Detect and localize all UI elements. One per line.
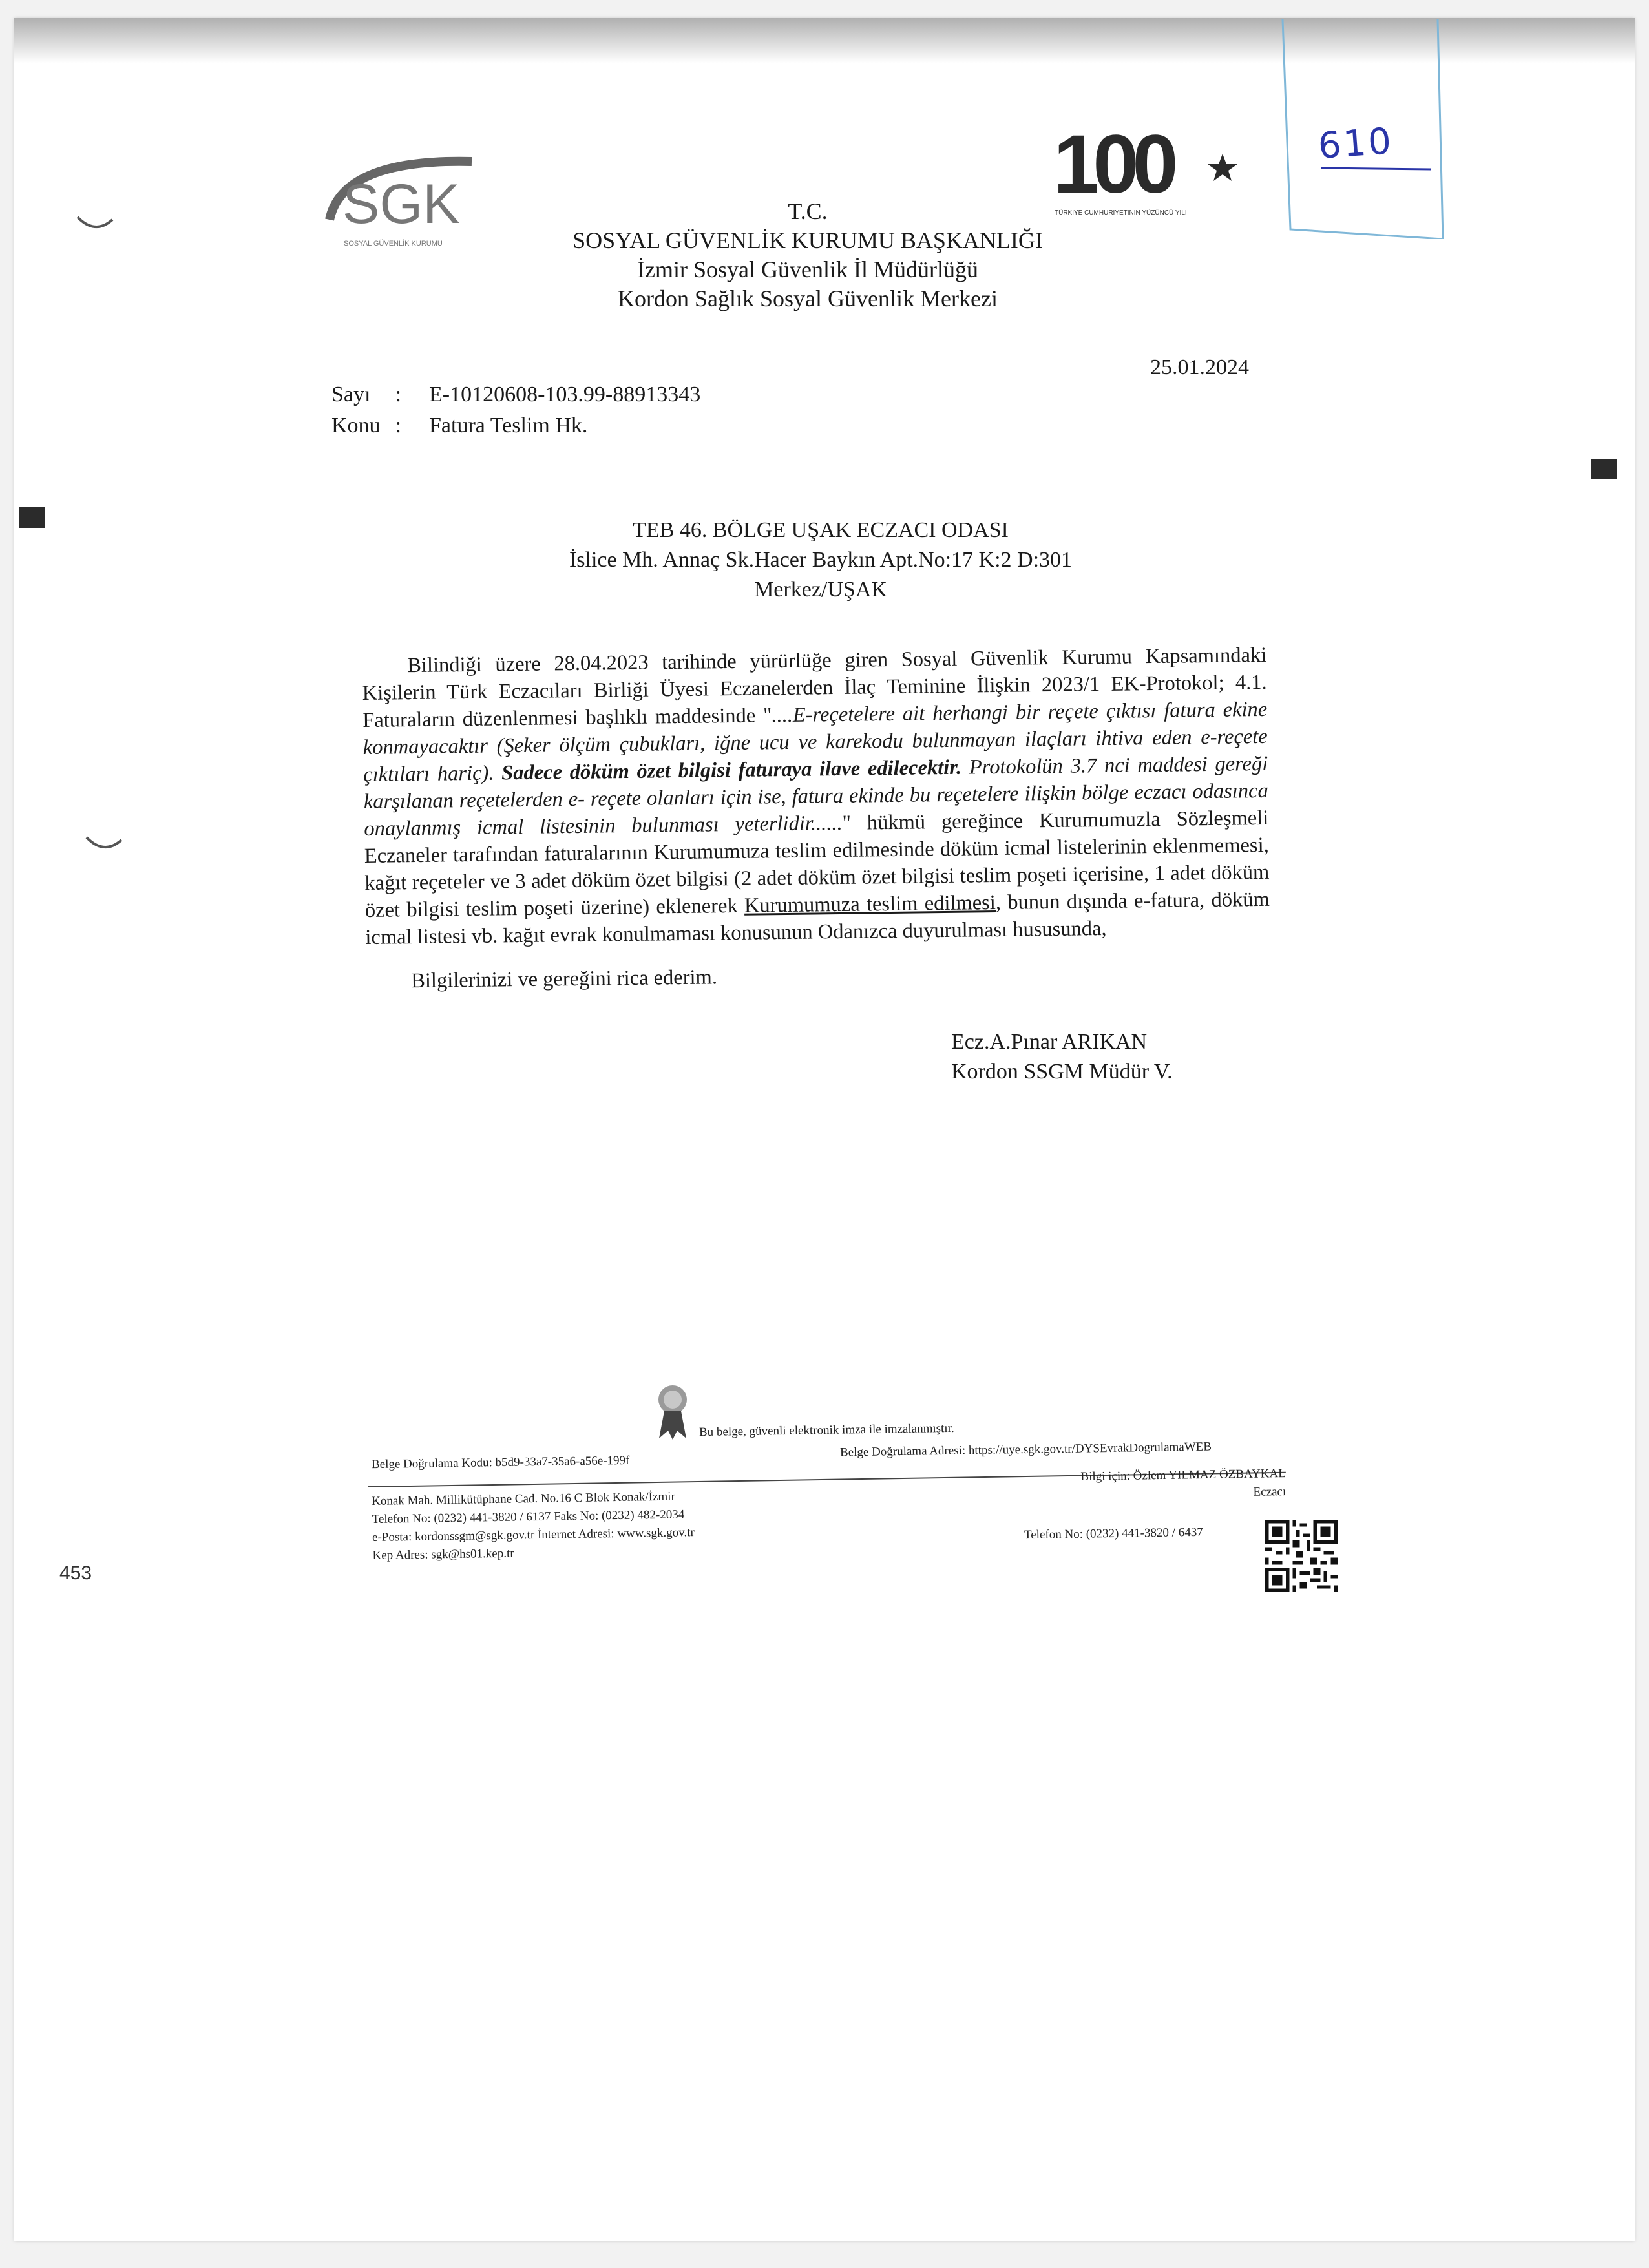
punch-hole-icon (76, 213, 114, 234)
header-center: Kordon Sağlık Sosyal Güvenlik Merkezi (618, 286, 998, 311)
e-signature-note: Bu belge, güvenli elektronik imza ile imzalanmıştır. (698, 1421, 954, 1440)
sayi-value: E-10120608-103.99-88913343 (429, 383, 701, 406)
sayi-label: Sayı (331, 383, 371, 406)
verification-address: Belge Doğrulama Adresi: https://uye.sgk.gov.tr/DYSEvrakDogrulamaWEB (839, 1440, 1212, 1460)
body-paragraph (362, 642, 1270, 951)
footer-kep: Kep Adres: sgk@hs01.kep.tr (372, 1546, 514, 1562)
body-quote-bold: Sadece döküm özet bilgisi faturaya ilave edilecektir. (501, 755, 962, 785)
sayi-konu-block (331, 379, 700, 441)
contact-block (372, 1487, 695, 1565)
body-quote-italic-2: Protokolün 3.7 nci maddesi gereği karşılanan reçetelerden e- reçete olanları için ise, fatura ekinde bu reçetelere ilişkin bölge eczacı odasınca onaylanmış icmal listesinin bulunması yeterlidir...... (363, 751, 1268, 841)
signature-block (951, 1027, 1173, 1087)
scan-edge-mark (19, 507, 45, 528)
recipient-address: İslice Mh. Annaç Sk.Hacer Baykın Apt.No:17 K:2 D:301 (569, 548, 1073, 572)
info-role: Eczacı (1253, 1485, 1287, 1499)
handwritten-number: 610 (1316, 120, 1395, 167)
closing-sentence: Bilgilerinizi ve gereğini rica ederim. (410, 965, 718, 993)
footer-email-web: e-Posta: kordonssgm@sgk.gov.tr İnternet Adresi: www.sgk.gov.tr (372, 1526, 695, 1544)
verification-code: Belge Doğrulama Kodu: b5d9-33a7-35a6-a56e-199f (371, 1453, 630, 1472)
konu-separator: : (395, 414, 401, 437)
body-underlined-text: Kurumumuza teslim edilmesi (744, 891, 996, 918)
info-contact-block (1040, 1465, 1287, 1505)
letter-body (362, 642, 1270, 995)
signer-title: Kordon SSGM Müdür V. (951, 1060, 1173, 1084)
letterhead (452, 197, 1163, 313)
sayi-separator: : (395, 383, 401, 406)
qr-code-icon (1265, 1520, 1338, 1592)
footer-phone-fax: Telefon No: (0232) 441-3820 / 6137 Faks No: (0232) 482-2034 (372, 1507, 685, 1526)
body-text-intro: Bilindiği üzere 28.04.2023 tarihinde yürürlüğe giren Sosyal Güvenlik Kurumu Kapsamındaki Kişilerin Türk Eczacıları Birliği Üyesi Eczanelerden İlaç Teminine İlişkin 2023/1 EK-Protokol; 4.1. Faturaların düzenlenmesi başlıklı maddesinde " (362, 643, 1267, 732)
sgk-logo-text: SGK (342, 173, 460, 235)
body-quote-italic: ....E-reçetelere ait herhangi bir reçete çıktısı fatura ekine konmayacaktır (Şeker ölçüm çubukları, iğne ucu ve karekodu bulunmayan ilaçları ihtiva eden e-reçete çıktıları hariç). (362, 697, 1268, 786)
centenary-logo-subtext: TÜRKİYE CUMHURİYETİNİN YÜZÜNCÜ YILI (1055, 209, 1187, 216)
recipient-block (498, 516, 1144, 605)
header-tc: T.C. (788, 198, 828, 224)
punch-hole-icon (85, 834, 123, 854)
e-signature-seal-icon (653, 1383, 693, 1441)
konu-label: Konu (331, 414, 381, 437)
star-icon (1208, 154, 1237, 181)
header-directorate: İzmir Sosyal Güvenlik İl Müdürlüğü (637, 257, 978, 282)
konu-value: Fatura Teslim Hk. (429, 414, 588, 437)
page-number: 453 (59, 1562, 92, 1584)
footer-address: Konak Mah. Millikütüphane Cad. No.16 C Blok Konak/İzmir (372, 1489, 675, 1508)
info-contact: Bilgi için: Özlem YILMAZ ÖZBAYKAL (1080, 1467, 1286, 1484)
sgk-logo-subtext: SOSYAL GÜVENLİK KURUMU (344, 240, 443, 247)
signer-name: Ecz.A.Pınar ARIKAN (951, 1030, 1148, 1054)
body-text-main: " hükmü gereğince Kurumumuzla Sözleşmeli Eczaneler tarafından faturalarının Kurumumuza teslim edilmesinde döküm icmal listelerinin eklenmemesi, kağıt reçeteler ve 3 adet döküm özet bilgisi (2 adet döküm özet bilgisi teslim poşeti içerisine, 1 adet döküm özet bilgisi teslim poşeti üzerine) eklenerek (364, 806, 1270, 922)
body-text-end: , bunun dışında e-fatura, döküm icmal listesi vb. kağıt evrak konulmaması konusunun Odanızca duyurulması hususunda, (365, 887, 1270, 949)
recipient-city: Merkez/UŞAK (754, 578, 887, 602)
centenary-logo-text: 100 (1053, 118, 1172, 211)
recipient-name: TEB 46. BÖLGE UŞAK ECZACI ODASI (633, 518, 1009, 542)
document-page (14, 18, 1635, 2241)
header-institution: SOSYAL GÜVENLİK KURUMU BAŞKANLIĞI (572, 227, 1043, 253)
scan-edge-mark (1591, 459, 1617, 479)
document-date: 25.01.2024 (1150, 355, 1249, 379)
info-phone: Telefon No: (0232) 441-3820 / 6437 (1024, 1525, 1203, 1542)
